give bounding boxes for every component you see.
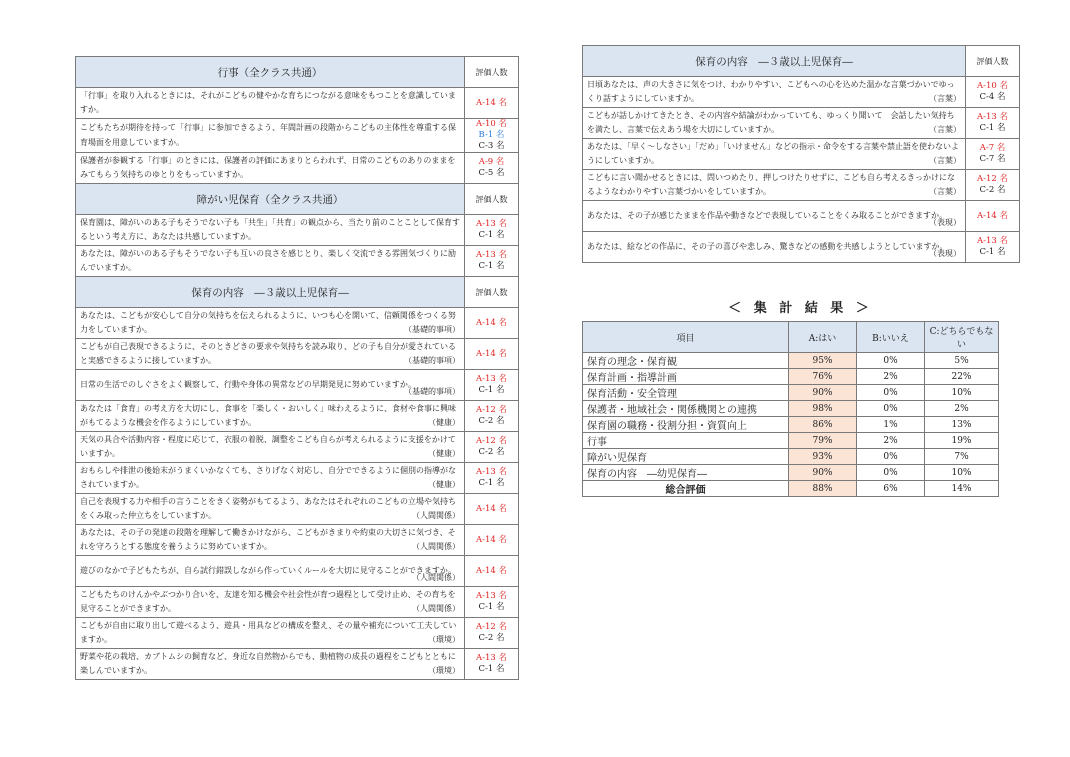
count-c: C-1 名 — [478, 478, 505, 488]
question-text: 自己を表現する力や相手の言うことをきく姿勢がもてるよう、あなたはそれぞれのこどもの立場や気持ちをくみ取った仲立ちをしていますか。 — [80, 496, 456, 520]
count-cell — [966, 139, 1020, 170]
question-category: （言葉） — [929, 124, 961, 134]
count-a: A-14 名 — [475, 534, 508, 545]
count-cell — [465, 618, 519, 649]
summary-a: 93% — [789, 449, 857, 465]
summary-header-b: B:いいえ — [857, 322, 925, 353]
summary-c: 7% — [925, 449, 999, 465]
summary-item: 保育の理念・保育観 — [583, 353, 789, 369]
summary-row — [583, 353, 999, 369]
count-a: A-10 名 — [976, 81, 1009, 91]
summary-b: 0% — [857, 465, 925, 481]
question-cell — [583, 108, 966, 139]
count-cell — [966, 108, 1020, 139]
count-header: 評価人数 — [465, 184, 519, 215]
question-category: （健康） — [428, 448, 460, 458]
question-cell — [583, 139, 966, 170]
question-category: （健康） — [428, 479, 460, 489]
count-a: A-10 名 — [475, 119, 508, 129]
question-row — [76, 494, 519, 525]
question-row — [583, 108, 1020, 139]
count-a: A-14 名 — [475, 317, 508, 328]
count-a: A-13 名 — [976, 112, 1009, 122]
question-row — [76, 308, 519, 339]
question-row — [76, 88, 519, 119]
summary-row — [583, 449, 999, 465]
question-row — [583, 232, 1020, 263]
summary-total-row — [583, 481, 999, 497]
question-text: 保護者が参観する「行事」のときには、保護者の評価にあまりとらわれず、日常のこどものありのままをみてもらう気持ちのゆとりをもっていますか。 — [80, 155, 456, 179]
question-row — [76, 339, 519, 370]
summary-total-b: 6% — [857, 481, 925, 497]
question-text: あなたは、その子が感じたままを作品や動きなどで表現していることをくみ取ることができますか。 — [587, 210, 947, 220]
count-cell — [465, 463, 519, 494]
summary-header-item: 項目 — [583, 322, 789, 353]
count-c: C-1 名 — [478, 261, 505, 271]
summary-a: 76% — [789, 369, 857, 385]
count-cell — [465, 215, 519, 246]
summary-header-row — [583, 322, 999, 353]
count-cell — [966, 170, 1020, 201]
count-cell — [465, 308, 519, 339]
question-row — [583, 77, 1020, 108]
count-a: A-12 名 — [475, 405, 508, 415]
question-row — [76, 525, 519, 556]
count-cell — [465, 401, 519, 432]
question-text: こどもが話しかけてきたとき、その内容や結論がわかっていても、ゆっくり聞いて 会話したい気持ちを満たし、言葉で伝えあう場を大切にしていますか。 — [587, 110, 955, 134]
summary-item: 保育活動・安全管理 — [583, 385, 789, 401]
count-cell — [465, 88, 519, 119]
count-c: C-1 名 — [979, 247, 1006, 257]
summary-c: 22% — [925, 369, 999, 385]
question-row — [76, 119, 519, 153]
count-a: A-9 名 — [478, 157, 505, 167]
question-text: あなたは、その子の発達の段階を理解して働きかけながら、こどもがきまりや約束の大切さに気づき、それを守ろうとする態度を養うように努めていますか。 — [80, 527, 456, 551]
section-header-row — [583, 46, 1020, 77]
question-cell — [76, 339, 465, 370]
question-category: （言葉） — [929, 93, 961, 103]
count-cell — [966, 201, 1020, 232]
count-cell — [465, 153, 519, 184]
question-text: こどもが自由に取り出して遊べるよう、遊具・用具などの構成を整え、その量や補充について工夫していますか。 — [80, 620, 457, 644]
question-text: 遊びのなかで子どもたちが、自ら試行錯誤しながら作っていくルールを大切に見守ることができますか。 — [80, 565, 456, 575]
section-header-row — [76, 277, 519, 308]
question-text: こどもたちが期待を持って「行事」に参加できるよう、年間計画の段階からこどもの主体性を尊重する保育場面を用意していますか。 — [80, 123, 456, 147]
summary-a: 90% — [789, 465, 857, 481]
question-cell — [76, 370, 465, 401]
summary-b: 0% — [857, 385, 925, 401]
summary-row — [583, 465, 999, 481]
summary-a: 90% — [789, 385, 857, 401]
question-row — [76, 215, 519, 246]
count-a: A-12 名 — [475, 622, 508, 632]
summary-b: 2% — [857, 369, 925, 385]
summary-a: 98% — [789, 401, 857, 417]
right-evaluation-table — [582, 45, 1020, 263]
question-row — [76, 153, 519, 184]
question-category: （基礎的事項） — [404, 355, 460, 365]
count-cell — [465, 649, 519, 680]
question-row — [76, 556, 519, 587]
summary-c: 13% — [925, 417, 999, 433]
question-row — [76, 649, 519, 680]
summary-b: 0% — [857, 353, 925, 369]
question-category: （人間関係） — [412, 510, 460, 520]
question-cell — [76, 649, 465, 680]
question-text: 保育園は、障がいのある子もそうでない子も「共生」「共育」の観点から、当たり前のことことして保育するという考え方に、あなたは共感していますか。 — [80, 217, 460, 241]
section-title: 障がい児保育（全クラス共通） — [76, 184, 465, 215]
count-c: C-2 名 — [478, 633, 505, 643]
question-row — [76, 463, 519, 494]
question-text: あなたは「食育」の考え方を大切にし、食事を「楽しく・おいしく」味わえるように、食材や食事に興味がもてるような機会を作るようにしていますか。 — [80, 403, 456, 427]
summary-item: 障がい児保育 — [583, 449, 789, 465]
question-row — [76, 246, 519, 277]
count-a: A-12 名 — [475, 436, 508, 446]
count-header: 評価人数 — [966, 46, 1020, 77]
question-text: 「行事」を取り入れるときには、それがこどもの健やかな育ちにつながる意味をもつことを意識していますか。 — [80, 90, 456, 114]
count-c: C-1 名 — [979, 123, 1006, 133]
summary-b: 0% — [857, 401, 925, 417]
question-category: （基礎的事項） — [404, 386, 460, 396]
summary-total-label: 総合評価 — [583, 481, 789, 497]
question-cell — [583, 170, 966, 201]
count-cell — [465, 432, 519, 463]
summary-a: 95% — [789, 353, 857, 369]
count-cell — [465, 119, 519, 153]
question-text: 日頃あなたは、声の大きさに気をつけ、わかりやすい、こどもへの心を込めた温かな言葉づかいでゆっくり話すようにしていますか。 — [587, 79, 955, 103]
question-text: あなたは、こどもが安心して自分の気持ちを伝えられるように、いつも心を開いて、信頼関係をつくる努力をしていますか。 — [80, 310, 456, 334]
summary-a: 86% — [789, 417, 857, 433]
question-cell — [76, 215, 465, 246]
question-text: 日常の生活でのしぐさをよく観察して、行動や身体の異常などの早期発見に努めていますか。 — [80, 379, 416, 389]
summary-item: 行事 — [583, 433, 789, 449]
question-text: 野菜や花の栽培、カブトムシの飼育など、身近な自然物からでも、動植物の成長の過程をこどもとともに楽しんでいますか。 — [80, 651, 456, 675]
question-row — [583, 139, 1020, 170]
count-c: C-4 名 — [979, 92, 1006, 102]
summary-b: 1% — [857, 417, 925, 433]
summary-item: 保育園の職務・役割分担・資質向上 — [583, 417, 789, 433]
question-text: 天気の具合や活動内容・程度に応じて、衣服の着脱、調整をこども自らが考えられるように支援をかけていますか。 — [80, 434, 456, 458]
count-c: C-3 名 — [478, 141, 505, 151]
count-a: A-14 名 — [475, 97, 508, 108]
count-c: C-1 名 — [478, 602, 505, 612]
count-c: C-1 名 — [478, 230, 505, 240]
count-a: A-13 名 — [475, 467, 508, 477]
question-cell — [76, 401, 465, 432]
count-c: C-7 名 — [979, 154, 1006, 164]
count-a: A-13 名 — [475, 591, 508, 601]
summary-row — [583, 385, 999, 401]
question-cell — [583, 232, 966, 263]
section-title: 保育の内容 ―３歳以上児保育― — [583, 46, 966, 77]
summary-b: 2% — [857, 433, 925, 449]
count-c: C-2 名 — [979, 185, 1006, 195]
summary-c: 10% — [925, 385, 999, 401]
question-text: こどもに言い聞かせるときには、問いつめたり、押しつけたりせずに、こども自ら考えるきっかけになるようなわかりやすい言葉づかいをしていますか。 — [587, 172, 955, 196]
count-header: 評価人数 — [465, 57, 519, 88]
count-a: A-14 名 — [475, 348, 508, 359]
count-b: B-1 名 — [478, 130, 505, 140]
count-cell — [465, 494, 519, 525]
count-a: A-13 名 — [475, 374, 508, 384]
count-c: C-1 名 — [478, 385, 505, 395]
summary-row — [583, 401, 999, 417]
question-cell — [76, 618, 465, 649]
summary-c: 5% — [925, 353, 999, 369]
question-cell — [76, 153, 465, 184]
question-row — [76, 618, 519, 649]
question-cell — [76, 308, 465, 339]
question-category: （人間関係） — [412, 572, 460, 582]
summary-c: 10% — [925, 465, 999, 481]
count-a: A-13 名 — [475, 653, 508, 663]
question-cell — [583, 201, 966, 232]
count-cell — [465, 587, 519, 618]
summary-a: 79% — [789, 433, 857, 449]
summary-c: 19% — [925, 433, 999, 449]
summary-table — [582, 321, 999, 497]
question-category: （表現） — [929, 217, 961, 227]
question-cell — [76, 494, 465, 525]
question-category: （健康） — [428, 417, 460, 427]
question-cell — [76, 556, 465, 587]
section-header-row — [76, 57, 519, 88]
question-cell — [76, 463, 465, 494]
count-a: A-12 名 — [976, 174, 1009, 184]
count-a: A-13 名 — [475, 250, 508, 260]
summary-header-c: C:どちらでもない — [925, 322, 999, 353]
count-cell — [465, 246, 519, 277]
question-row — [76, 401, 519, 432]
question-cell — [76, 525, 465, 556]
count-cell — [465, 339, 519, 370]
question-text: あなたは、絵などの作品に、その子の喜びや悲しみ、驚きなどの感動を共感しようとしていますか。 — [587, 241, 948, 251]
question-category: （人間関係） — [412, 603, 460, 613]
question-cell — [76, 432, 465, 463]
count-a: A-14 名 — [475, 503, 508, 514]
question-category: （環境） — [428, 665, 460, 675]
left-evaluation-table — [75, 56, 519, 680]
summary-b: 0% — [857, 449, 925, 465]
summary-item: 保育計画・指導計画 — [583, 369, 789, 385]
question-row — [583, 201, 1020, 232]
question-row — [76, 587, 519, 618]
summary-item: 保育の内容 ―幼児保育― — [583, 465, 789, 481]
summary-header-a: A:はい — [789, 322, 857, 353]
count-cell — [465, 370, 519, 401]
count-a: A-14 名 — [976, 210, 1009, 221]
count-c: C-2 名 — [478, 447, 505, 457]
summary-total-a: 88% — [789, 481, 857, 497]
question-row — [76, 370, 519, 401]
question-cell — [583, 77, 966, 108]
section-title: 行事（全クラス共通） — [76, 57, 465, 88]
question-text: あなたは、障がいのある子もそうでない子も互いの良さを感じとり、楽しく交流できる雰囲気づくりに励んでいますか。 — [80, 248, 456, 272]
count-header: 評価人数 — [465, 277, 519, 308]
section-header-row — [76, 184, 519, 215]
summary-row — [583, 433, 999, 449]
count-c: C-2 名 — [478, 416, 505, 426]
summary-row — [583, 369, 999, 385]
question-text: こどもが自己表現できるように、そのときどきの要求や気持ちを読み取り、どの子も自分が愛されていると実感できるように接していますか。 — [80, 341, 456, 365]
question-category: （表現） — [929, 248, 961, 258]
count-a: A-13 名 — [976, 236, 1009, 246]
count-cell — [966, 77, 1020, 108]
question-text: こどもたちのけんかやぶつかり合いを、友達を知る機会や社会性が育つ過程として受け止め、その育ちを見守ることができますか。 — [80, 589, 456, 613]
count-a: A-7 名 — [979, 143, 1006, 153]
question-row — [76, 432, 519, 463]
summary-total-c: 14% — [925, 481, 999, 497]
summary-item: 保護者・地域社会・関係機関との連携 — [583, 401, 789, 417]
question-category: （言葉） — [929, 155, 961, 165]
question-text: あなたは、「早く～しなさい」「だめ」「いけません」などの指示・命令をする言葉や禁止語を使わないようにしていますか。 — [587, 141, 959, 165]
question-category: （人間関係） — [412, 541, 460, 551]
count-c: C-1 名 — [478, 664, 505, 674]
question-cell — [76, 119, 465, 153]
count-c: C-5 名 — [478, 168, 505, 178]
question-row — [583, 170, 1020, 201]
section-title: 保育の内容 ―３歳以上児保育― — [76, 277, 465, 308]
question-category: （言葉） — [929, 186, 961, 196]
count-cell — [465, 556, 519, 587]
question-text: おもらしや排泄の後始末がうまくいかなくても、さりげなく対応し、自分でできるように個別の指導がなされていますか。 — [80, 465, 456, 489]
count-cell — [465, 525, 519, 556]
count-a: A-14 名 — [475, 565, 508, 576]
question-cell — [76, 246, 465, 277]
count-cell — [966, 232, 1020, 263]
summary-row — [583, 417, 999, 433]
question-cell — [76, 587, 465, 618]
summary-title: ＜ 集 計 結 果 ＞ — [728, 301, 873, 316]
summary-c: 2% — [925, 401, 999, 417]
count-a: A-13 名 — [475, 219, 508, 229]
question-category: （環境） — [428, 634, 460, 644]
question-category: （基礎的事項） — [404, 324, 460, 334]
question-cell — [76, 88, 465, 119]
